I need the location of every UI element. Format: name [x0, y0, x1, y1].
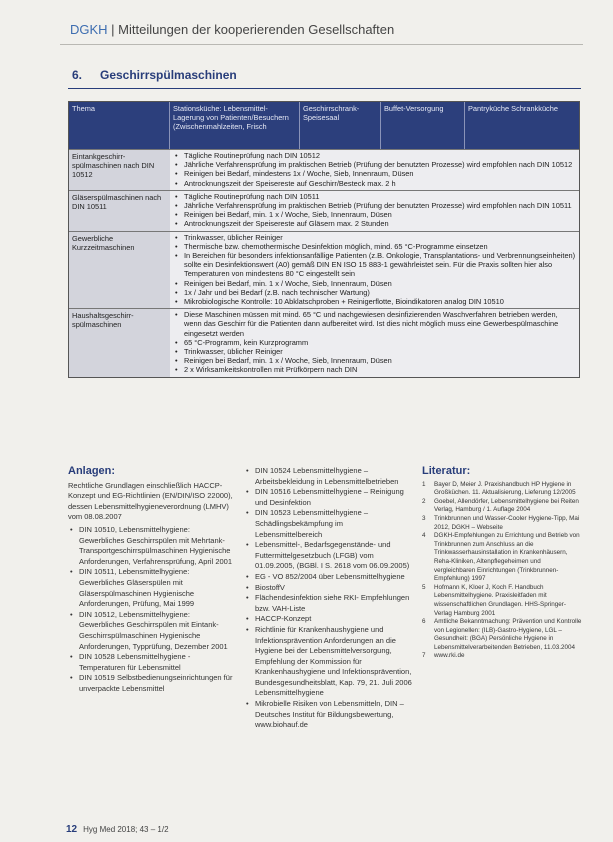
- list-item: • Jährliche Verfahrensprüfung im praktischen Betrieb (Prüfung der benutzten Prozesse) wird empfohlen nach DIN 10511: [174, 201, 576, 210]
- list-item: • Reinigen bei Bedarf, min. 1 x / Woche, Sieb, Innenraum, Düsen: [174, 356, 576, 365]
- list-item: • Mikrobielle Risiken von Lebensmitteln, DIN – Deutsches Institut für Bildungsbewertung, www.biohauf.de: [244, 699, 412, 731]
- list-item: • HACCP-Konzept: [244, 614, 412, 625]
- list-item: • DIN 10510, Lebensmittelhygiene: Gewerbliches Geschirrspülen mit Mehrtank-Transportgeschirrspülmaschinen Hygienische Anforderungen, Verfahrensprüfung, April 2001: [68, 525, 234, 567]
- header-separator: |: [107, 22, 119, 37]
- table-header-cell: Buffet-Versorgung: [381, 102, 465, 149]
- list-item: • Richtlinie für Krankenhaushygiene und Infektionsprävention Anforderungen an die Hygiene bei der Lebensmittelversorgung, Empfehlung der Kommission für Krankenhaushygiene und Infektionsprävention, Bundesgesundheitsblatt, Kap. 79, 21. Juli 2006 Lebensmittelhygiene: [244, 625, 412, 699]
- list-item: • DIN 10524 Lebensmittelhygiene – Arbeitsbekleidung in Lebensmittelbetrieben: [244, 466, 412, 487]
- reference-item: 1 Bayer D, Meier J. Praxishandbuch HP Hygiene in Großküchen. 11. Aktualisierung, Lieferung 12/2005: [422, 481, 582, 498]
- table-row: [69, 231, 579, 309]
- list-item: • 2 x Wirksamkeitskontrollen mit Prüfkörpern nach DIN: [174, 365, 576, 374]
- list-item: • DIN 10519 Selbstbedienungseinrichtungen für unverpackte Lebensmittel: [68, 673, 234, 694]
- section-heading: [72, 68, 237, 82]
- reference-item: 5 Hofmann K, Kloer J, Koch F. Handbuch Lebensmittelhygiene. Praxisleitfaden mit wissenschaftlichen Grundlagen. HHS-Springer-Verlag Hamburg 2001: [422, 584, 582, 618]
- row-label: Haushaltsgeschirr-spülmaschinen: [69, 309, 170, 376]
- list-item: • Reinigen bei Bedarf, min. 1 x / Woche, Sieb, Innenraum, Düsen: [174, 210, 576, 219]
- header-title: Mitteilungen der kooperierenden Gesellschaften: [118, 22, 395, 37]
- table-header-cell: Pantryküche Schrankküche: [468, 104, 558, 113]
- list-item: • DIN 10523 Lebensmittelhygiene – Schädlingsbekämpfung im Lebensmittelbereich: [244, 508, 412, 540]
- row-label: Gewerbliche Kurzzeitmaschinen: [69, 232, 170, 309]
- list-item: • In Bereichen für besonders infektionsanfällige Patienten (z.B. Onkologie, Transplantations- und Verbrennungseinheiten) sollte ein Desinfektionswert (A0) gemäß DIN EN ISO 15 883-1 gewährleistet sein. Für die Praxis sollten hier also Temperaturen von mindestens 80 °C eingestellt sein: [174, 251, 576, 279]
- reference-item: 4 DGKH-Empfehlungen zu Errichtung und Betrieb von Trinkbrunnen zum Anschluss an die Trinkwasserhausinstallation in Krankenhäusern, Reha-Kliniken, Altenpflegeheimen und vergleichbaren Einrichtungen (Trinkbrunnen-Empfehlung) 1997: [422, 532, 582, 584]
- table-header-cell: Geschirrschrank-Speisesaal: [300, 102, 381, 149]
- list-item: • Tägliche Routineprüfung nach DIN 10511: [174, 192, 576, 201]
- section-number: 6.: [72, 68, 83, 82]
- dishwasher-table: [68, 101, 580, 378]
- list-item: • Jährliche Verfahrensprüfung im praktischen Betrieb (Prüfung der benutzten Prozesse) wird empfohlen nach DIN 10512: [174, 160, 576, 169]
- list-item: • Antrocknungszeit der Speisereste auf Gläsern max. 2 Stunden: [174, 219, 576, 228]
- list-item: • DIN 10512, Lebensmittelhygiene: Gewerbliches Geschirrspülen mit Eintank-Geschirrspülmaschinen Hygienische Anforderungen, Typprüfung, Dezember 2001: [68, 610, 234, 652]
- reference-item: 6 Amtliche Bekanntmachung: Prävention und Kontrolle von Legionellen: (ILB)-Gastro-Hygiene, LGL – Gesundheit: (BGA) Persönliche Hygiene in Lebensmittelverarbeitenden Betrieben, 11.03.2004: [422, 618, 582, 652]
- table-header-cell: Stationsküche: Lebensmittel-Lagerung von Patienten/Besuchern (Zwischenmahlzeiten, Frisch: [170, 102, 300, 149]
- list-item: • Thermische bzw. chemothermische Desinfektion möglich, mind. 65 °C-Programme einsetzen: [174, 242, 576, 251]
- row-label: Gläserspülmaschinen nach DIN 10511: [69, 191, 170, 231]
- reference-item: 7 www.rki.de: [422, 652, 582, 661]
- list-item: • Flächendesinfektion siehe RKI- Empfehlungen bzw. VAH-Liste: [244, 593, 412, 614]
- section-title: Geschirrspülmaschinen: [100, 68, 237, 82]
- table-row: [69, 190, 579, 231]
- list-item: • BiostoffV: [244, 583, 412, 594]
- page-number: 12: [66, 824, 78, 835]
- anlagen-column-1: [68, 466, 234, 694]
- section-rule: [68, 88, 581, 89]
- journal-reference: Hyg Med 2018; 43 – 1/2: [83, 825, 169, 834]
- table-header-cell: Thema: [69, 102, 170, 149]
- row-label: Eintankgeschirr-spülmaschinen nach DIN 10512: [69, 150, 170, 190]
- reference-item: 3 Trinkbrunnen und Wasser-Cooler Hygiene-Tipp, Mai 2012, DGKH – Webseite: [422, 515, 582, 532]
- list-item: • Reinigen bei Bedarf, mindestens 1x / Woche, Sieb, Innenraum, Düsen: [174, 169, 576, 178]
- page-footer: [66, 824, 169, 835]
- table-row: [69, 149, 579, 190]
- list-item: • Mikrobiologische Kontrolle: 10 Abklatschproben + Reinigerflotte, Bioindikatoren analog DIN 10510: [174, 297, 576, 306]
- table-row: [69, 308, 579, 376]
- list-item: • Reinigen bei Bedarf, min. 1 x / Woche, Sieb, Innenraum, Düsen: [174, 279, 576, 288]
- reference-item: 2 Goebel, Allendörfer, Lebensmittelhygiene bei Reiten Verlag, Hamburg / 1. Auflage 2004: [422, 498, 582, 515]
- literatur-heading: Literatur:: [422, 465, 471, 477]
- list-item: • Lebensmittel-, Bedarfsgegenstände- und Futtermittelgesetzbuch (LFGB) vom 01.09.2005, (BGBl. I S. 2618 vom 06.09.2005): [244, 540, 412, 572]
- header-rule: [60, 44, 583, 45]
- list-item: • DIN 10516 Lebensmittelhygiene – Reinigung und Desinfektion: [244, 487, 412, 508]
- anlagen-intro: Rechtliche Grundlagen einschließlich HACCP-Konzept und EG-Richtlinien (EN/DIN/ISO 22000), dessen Lebensmittelhygieneverordnung (LMHV) vom 08.08.2007: [68, 480, 233, 522]
- literatur-column: [422, 466, 582, 661]
- page-header: [70, 22, 394, 37]
- anlagen-column-2: [244, 466, 412, 731]
- list-item: • 1x / Jahr und bei Bedarf (z.B. nach technischer Wartung): [174, 288, 576, 297]
- list-item: • DIN 10511, Lebensmittelhygiene: Gewerbliches Gläserspülen mit Gläserspülmaschinen Hygienische Anforderungen, Prüfung, Mai 1999: [68, 567, 234, 609]
- list-item: • Diese Maschinen müssen mit mind. 65 °C und nachgewiesen desinfizierenden Waschverfahren betrieben werden, wenn das Geschirr für die Patienten dann aufbereitet wird. Ist dies nicht möglich muss eine Gewerbespülmaschine eingesetzt werden: [174, 310, 576, 338]
- list-item: • Antrocknungszeit der Speisereste auf Geschirr/Besteck max. 2 h: [174, 179, 576, 188]
- list-item: • EG - VO 852/2004 über Lebensmittelhygiene: [244, 572, 412, 583]
- list-item: • Trinkwasser, üblicher Reiniger: [174, 233, 576, 242]
- list-item: • Trinkwasser, üblicher Reiniger: [174, 347, 576, 356]
- list-item: • DIN 10528 Lebensmittelhygiene - Temperaturen für Lebensmittel: [68, 652, 234, 673]
- list-item: • 65 °C-Programm, kein Kurzprogramm: [174, 338, 576, 347]
- brand-label: DGKH: [70, 22, 108, 37]
- table-header-row: [69, 102, 579, 149]
- list-item: • Tägliche Routineprüfung nach DIN 10512: [174, 151, 576, 160]
- anlagen-heading: Anlagen:: [68, 465, 116, 477]
